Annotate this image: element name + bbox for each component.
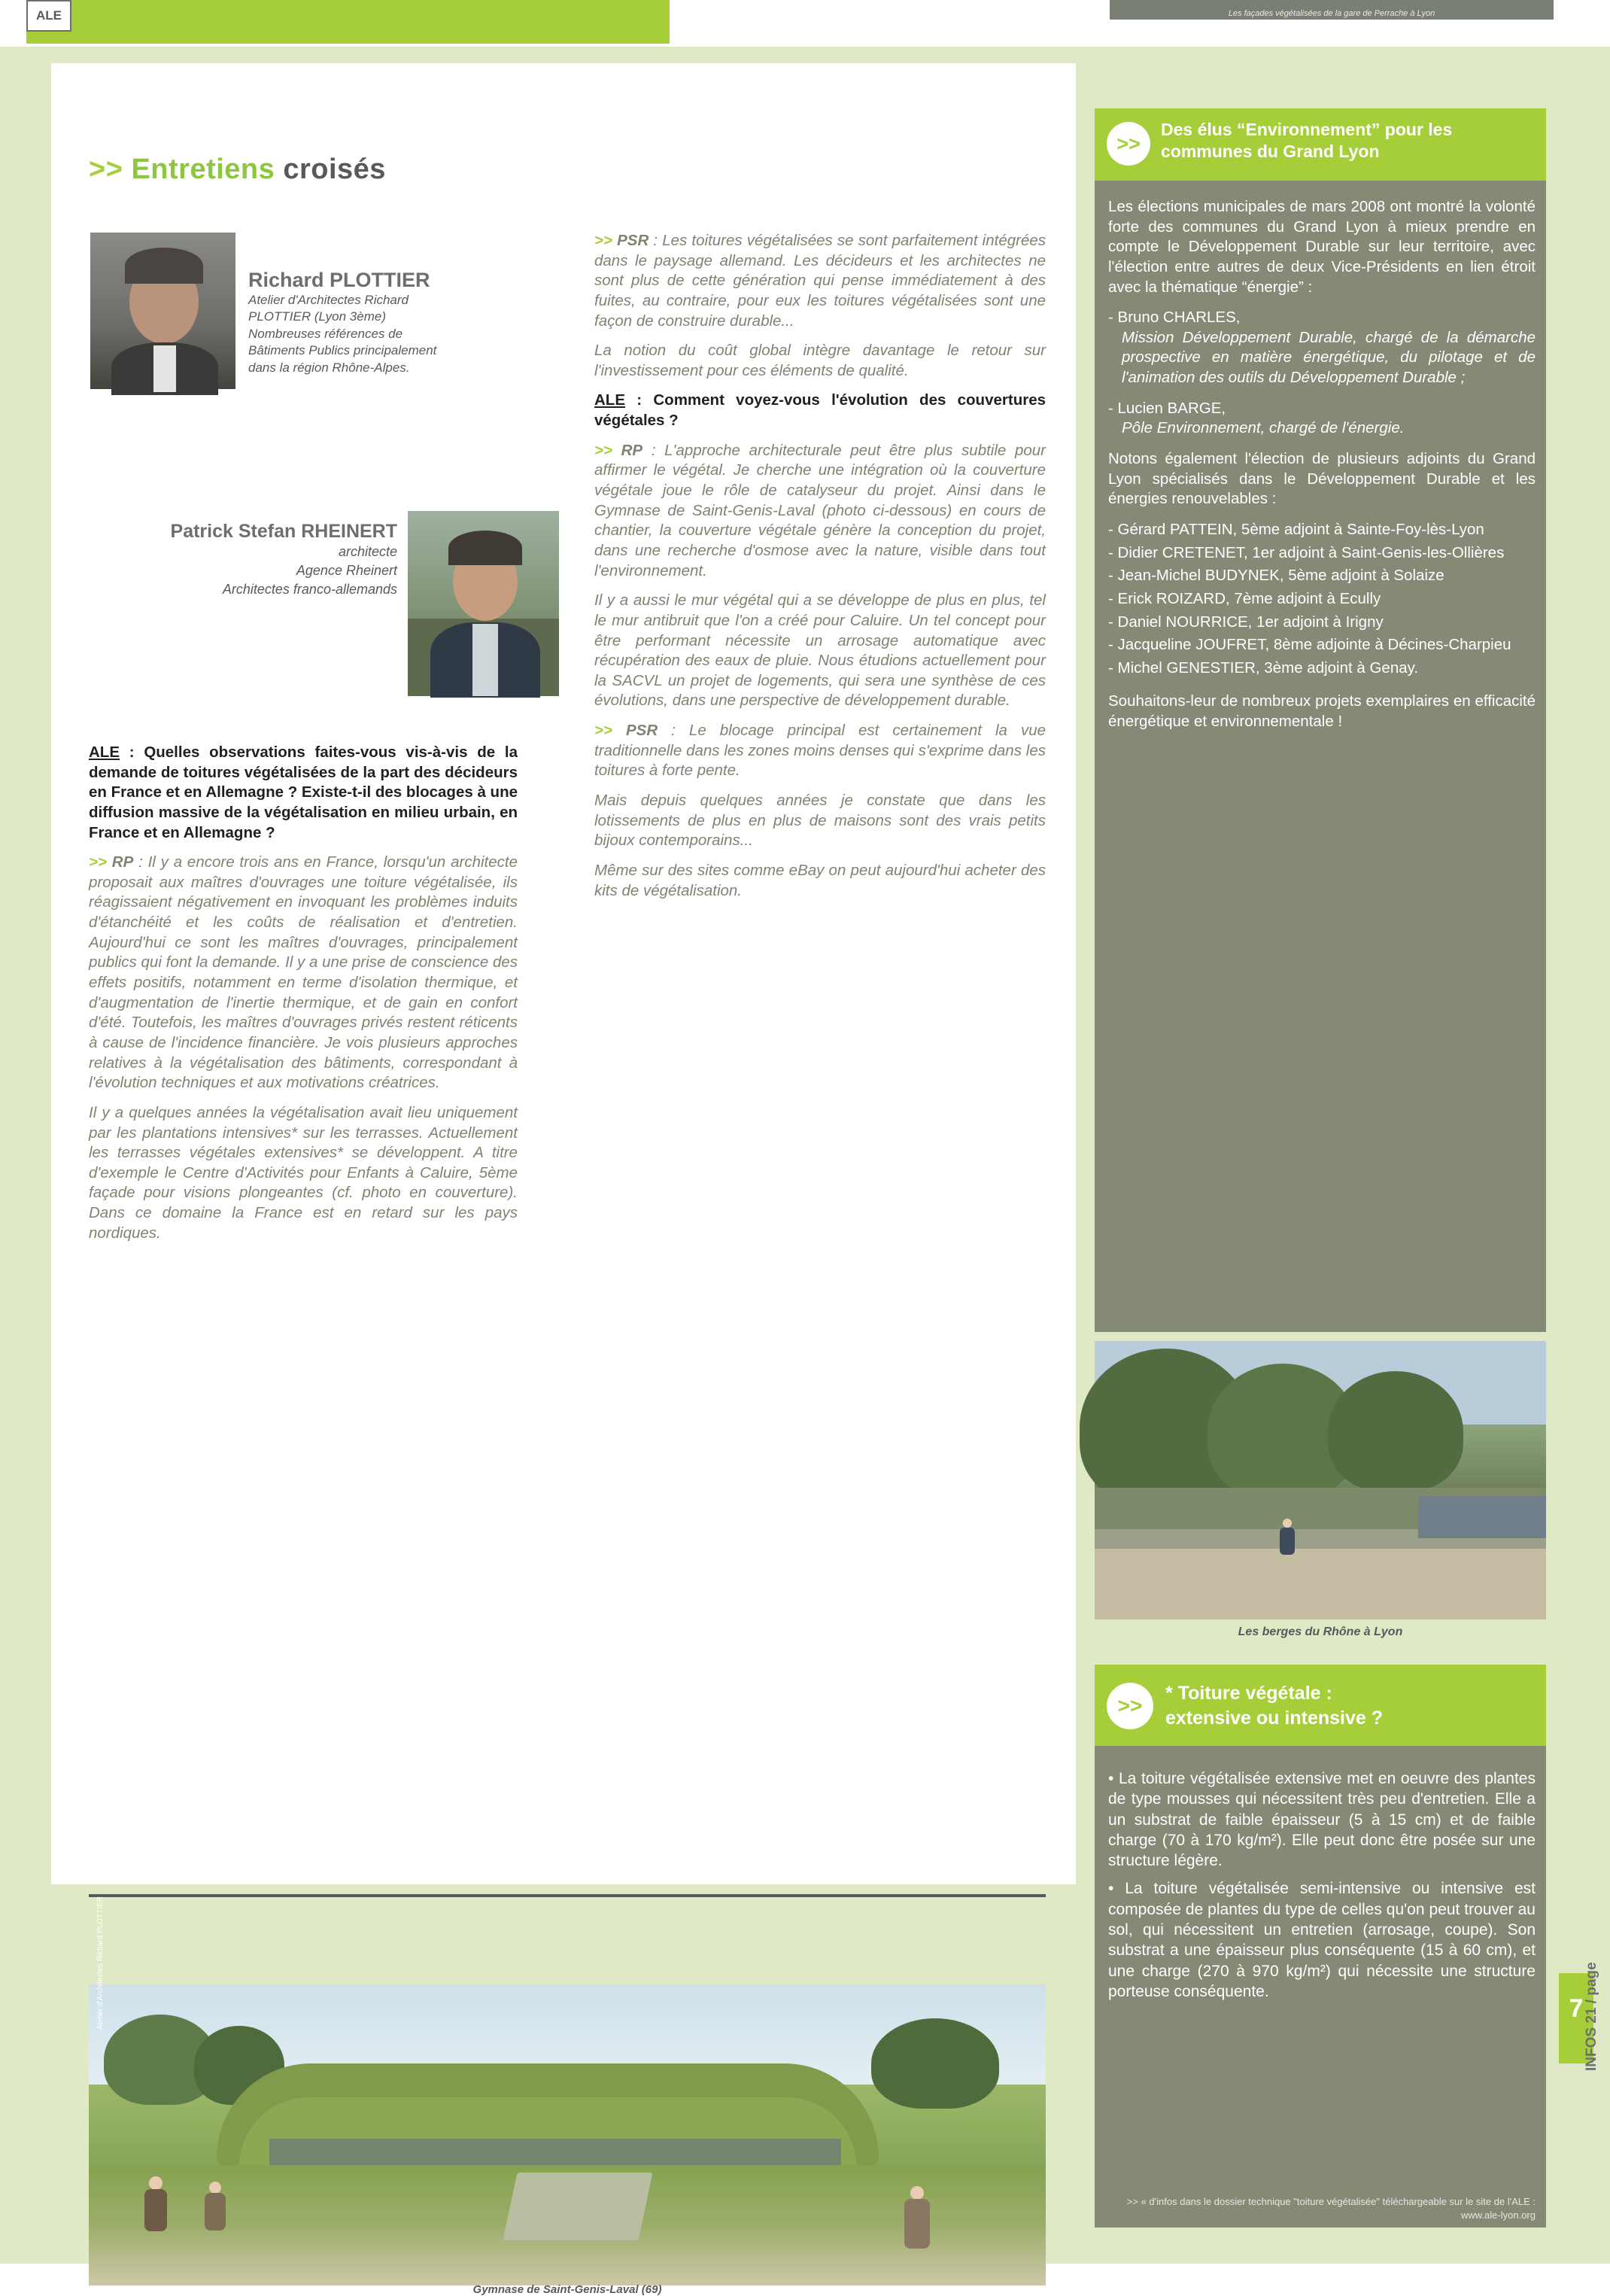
right-box1-p2: Notons également l'élection de plusieurs adjoints du Grand Lyon spécialisés dans le Développement Durable et les énergies renouvelables : [1108, 450, 1536, 508]
right-box2-title-line1: * Toiture végétale : [1165, 1683, 1332, 1704]
section-title-bold: Entretiens [131, 154, 275, 185]
bio-name: Patrick Stefan RHEINERT [170, 521, 397, 542]
right-box2-bullet-1: • La toiture végétalisée extensive met en oeuvre des plantes de type mousses qui nécessitent très peu d'entretien. Elle a un substrat de faible épaisseur (5 à 15 cm) et de faible charge (70 à 170 kg/m²). Elle peut donc être posée sur une structure légère. [1108, 1770, 1536, 1870]
bio-line: Nombreuses références de [248, 326, 403, 341]
elu2-desc: Pôle Environnement, chargé de l'énergie. [1122, 419, 1405, 437]
adjoint-item: - Jean-Michel BUDYNEK, 5ème adjoint à Solaize [1108, 567, 1444, 585]
interview-column-1 [89, 743, 518, 1253]
answer-2-p1 [594, 231, 1046, 331]
answer-4-p3: Même sur des sites comme eBay on peut aujourd'hui acheter des kits de végétalisation. [594, 861, 1046, 899]
top-photo-strip [1110, 0, 1554, 20]
section-chevron-icon: >> [89, 154, 123, 185]
elu1-desc: Mission Développement Durable, chargé de la démarche prospective en matière énergétique, du pilotage et de l'animation des outils du Développement Durable ; [1122, 328, 1536, 387]
right-box1-p1: Les élections municipales de mars 2008 ont montré la volonté forte des communes du Grand Lyon à mieux prendre en compte le Développement Durable sur leur territoire, avec l'élection entre autres de deux Vice-Présidents en lien étroit avec la thématique “énergie” : [1108, 198, 1536, 296]
adjoint-item: - Daniel NOURRICE, 1er adjoint à Irigny [1108, 613, 1384, 631]
top-white-block [670, 0, 1106, 47]
portrait-patrick-stefan-rheinert [406, 509, 560, 698]
adjoint-item: - Jacqueline JOUFRET, 8ème adjointe à Décines-Charpieu [1108, 636, 1511, 654]
photo-credit: Atelier d'Architectes Richard PLOTTIER [96, 1896, 105, 2030]
berges-du-rhone-photo [1095, 1341, 1546, 1619]
chevron-icon: >> [1107, 122, 1150, 166]
right-box1-header [1095, 108, 1546, 181]
section-title [89, 154, 386, 186]
answer-1-p2: Il y a quelques années la végétalisation avait lieu uniquement par les plantations intensives* sur les terrasses. Actuellement les terrasses végétales extensives* se développent. A titre d'exemple le Centre d'Activités pour Enfants à Caluire, 5ème façade pour visions plongeantes (cf. photo en couverture). Dans ce domaine la France est en retard sur les pays nordiques. [89, 1103, 518, 1242]
bio-richard-plottier [248, 269, 579, 376]
gymnase-photo-caption: Gymnase de Saint-Genis-Laval (69) [472, 2283, 662, 2296]
adjoint-item: - Erick ROIZARD, 7ème adjoint à Ecully [1108, 589, 1381, 607]
bio-line: Bâtiments Publics principalement [248, 343, 437, 358]
right-box2-title-line2: extensive ou intensive ? [1165, 1707, 1383, 1729]
right-box2-bullet-2: • La toiture végétalisée semi-intensive ou intensive est composée de plantes du type de celles qu'on peut trouver au sol, qui nécessitent un entretien (arrosage, coupe). Son substrat a une épaisseur plus conséquente (15 à 60 cm), et une charge (270 à 970 kg/m²) qui nécessite une structure porteuse conséquente. [1108, 1880, 1536, 2000]
bio-line: dans la région Rhône-Alpes. [248, 360, 410, 375]
answer-2-text: : Les toitures végétalisées se sont parfaitement intégrées dans le paysage allemand. Les décideurs et les architectes ne sont plus de cette génération qui pense immédiatement à des fuites, au contraire, pour eux les toitures végétalisées sont une façon de construire durable... [594, 232, 1046, 330]
question-2-label: ALE [594, 391, 625, 409]
answer-2-speaker: PSR [617, 232, 649, 249]
question-2-text: : Comment voyez-vous l'évolution des couvertures végétales ? [594, 391, 1046, 430]
answer-1-speaker: RP [111, 853, 134, 871]
answer-4-text: : Le blocage principal est certainement la vue traditionnelle dans les zones moins denses qui s'exprime dans les toitures à forte pente. [594, 722, 1046, 780]
answer-2-p2: La notion du coût global intègre davantage le retour sur l'investissement pour ces éléments de qualité. [594, 342, 1046, 379]
answer-bullet-icon: >> [89, 853, 112, 871]
right-box1-elu2 [1108, 399, 1536, 439]
question-2 [594, 391, 1046, 430]
ale-tab: ALE [26, 0, 71, 32]
berges-photo-caption: Les berges du Rhône à Lyon [1238, 1625, 1403, 1638]
question-1-text: : Quelles observations faites-vous vis-à-vis de la demande de toitures végétalisées de la part des décideurs en France et en Allemagne ? Existe-t-il des blocages à une diffusion massive de la végétalisation en milieu urbain, en France et en Allemagne ? [89, 744, 518, 841]
right-box2-footnote: >> « d'infos dans le dossier technique "toiture végétalisée" téléchargeable sur le site de l'ALE : www.ale-lyon.org [1126, 2196, 1536, 2221]
answer-4-speaker: PSR [626, 722, 658, 740]
right-box1-elu1 [1108, 308, 1536, 388]
adjoint-item: - Didier CRETENET, 1er adjoint à Saint-Genis-les-Ollières [1108, 543, 1505, 561]
answer-4-p2: Mais depuis quelques années je constate que dans les lotissements de plus en plus de maisons sont des vrais petits bijoux contemporains... [594, 792, 1046, 850]
right-box2-title [1165, 1681, 1542, 1730]
gymnase-photo [89, 1896, 1046, 2278]
right-box2-header [1095, 1665, 1546, 1746]
portrait-richard-plottier [89, 231, 237, 391]
bio-line: Agence Rheinert [296, 562, 397, 578]
adjoint-item: - Gérard PATTEIN, 5ème adjoint à Sainte-Foy-lès-Lyon [1108, 520, 1484, 538]
right-box1-p3: Souhaitons-leur de nombreux projets exemplaires en efficacité énergétique et environnementale ! [1108, 692, 1536, 731]
answer-bullet-icon: >> [594, 722, 626, 740]
bio-line: Atelier d'Architectes Richard [248, 293, 409, 307]
bio-name: Richard PLOTTIER [248, 269, 430, 291]
bio-line: architecte [338, 544, 397, 559]
right-box1-title: Des élus “Environnement” pour les communes du Grand Lyon [1161, 120, 1453, 161]
answer-3-p1 [594, 441, 1046, 581]
answer-4-p1 [594, 721, 1046, 781]
chevron-icon: >> [1107, 1683, 1153, 1729]
page-label-text: INFOS 21 / page [1584, 1962, 1599, 2071]
answer-bullet-icon: >> [594, 441, 621, 459]
answer-1-p1 [89, 853, 518, 1093]
answer-3-speaker: RP [621, 441, 643, 459]
answer-3-p2: Il y a aussi le mur végétal qui a se développe de plus en plus, tel le mur antibruit que l'on a créé pour Caluire. Un tel concept pour être performant nécessite un arrosage automatique avec récupération des eaux de pluie. Nous étudions actuellement pour la SACVL un projet de logements, qui sera une synthèse de ces évolutions, dans une perspective de développement durable. [594, 591, 1046, 710]
question-1 [89, 743, 518, 843]
bio-line: Architectes franco-allemands [222, 581, 397, 597]
elu1-name: - Bruno CHARLES, [1108, 309, 1241, 327]
top-strip [0, 0, 1610, 47]
page-label-vertical [1561, 1962, 1599, 2244]
section-title-light: croisés [283, 154, 386, 185]
top-photo-caption: Les façades végétalisées de la gare de Perrache à Lyon [1228, 9, 1435, 18]
bio-line: PLOTTIER (Lyon 3ème) [248, 309, 386, 324]
adjoint-item: - Michel GENESTIER, 3ème adjoint à Genay. [1108, 658, 1419, 677]
page-number: 7 [1569, 1994, 1584, 2023]
elu2-name: - Lucien BARGE, [1108, 399, 1226, 417]
question-1-label: ALE [89, 744, 120, 761]
right-box1-text [1108, 197, 1536, 743]
interview-column-2 [594, 231, 1046, 911]
right-box2-text [1108, 1768, 1536, 2009]
page-background [0, 47, 1610, 2296]
top-green-bar [26, 0, 670, 44]
answer-1-text: : Il y a encore trois ans en France, lorsqu'un architecte proposait aux maîtres d'ouvrages une toiture végétalisée, ils réagissaient négativement en invoquant les problèmes induits d'étanchéité et les coûts de réalisation et d'entretien. Aujourd'hui ce sont les maîtres d'ouvrages, principalement publics qui font la demande. Il y a une prise de conscience des effets positifs, notamment en terme d'isolation thermique, et d'augmentation de l'inertie thermique, et de gain en confort d'été. Toutefois, les maîtres d'ouvrages privés restent réticents à cause de l'incidence financière. Je vois plusieurs approches relatives à la végétalisation des bâtiments, correspondant à l'évolution techniques et aux motivations créatrices. [89, 853, 518, 1092]
answer-bullet-icon: >> [594, 232, 618, 249]
answer-3-text: : L'approche architecturale peut être plus subtile pour affirmer le végétal. Je cherche une intégration où la couverture végétale joue le rôle de catalyseur du projet. Ainsi dans le Gymnase de Saint-Genis-Laval (photo ci-dessous) en cours de chantier, la couverture végétale génère la conception du projet, dans une recherche d'osmose avec la nature, visible dans tout l'environnement. [594, 441, 1046, 579]
section-divider [89, 1894, 1046, 1897]
bio-patrick-rheinert [89, 521, 397, 598]
